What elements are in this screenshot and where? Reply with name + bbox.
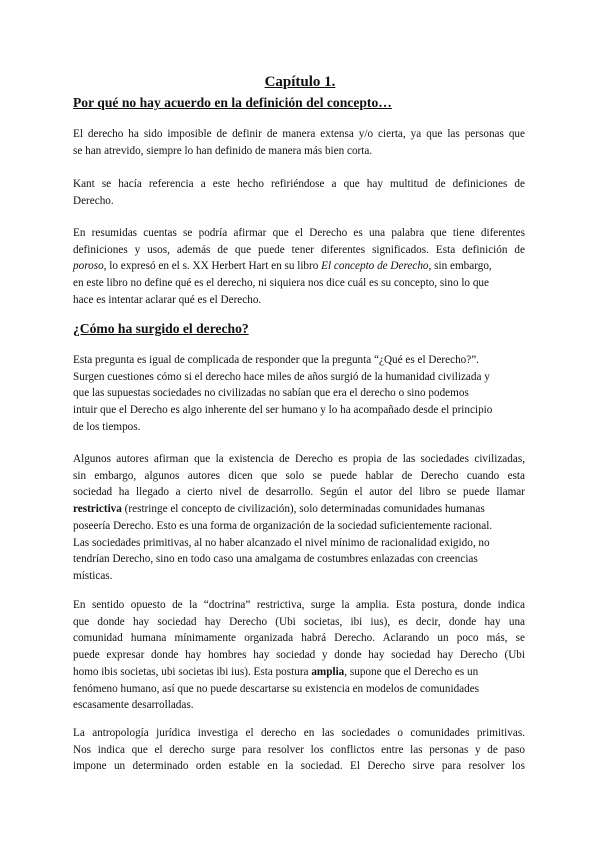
paragraph-6-text: homo ibis societas, ubi societas ibi ius). Esta postura xyxy=(73,665,312,678)
paragraph-7-line: La antropología jurídica investiga el derecho en las sociedades o comunidades primitivas. xyxy=(73,727,525,739)
paragraph-3 xyxy=(73,225,525,309)
term-poroso: poroso xyxy=(73,260,104,273)
paragraph-1-line: se han atrevido, siempre lo han definido de manera más bien corta. xyxy=(73,144,373,157)
paragraph-4-line: de los tiempos. xyxy=(73,420,141,433)
paragraph-5-line: Algunos autores afirman que la existencia de Derecho es propia de las sociedades civilizadas, xyxy=(73,453,525,465)
paragraph-6-line: escasamente desarrolladas. xyxy=(73,699,194,712)
paragraph-5-line: Las sociedades primitivas, al no haber alcanzado el nivel mínimo de racionalidad exigido, no xyxy=(73,536,490,549)
paragraph-4-line: que las supuestas sociedades no civilizadas no sabían que era el derecho o sino podemos xyxy=(73,387,469,400)
paragraph-3-text: , lo expresó en el s. XX Herbert Hart en su libro xyxy=(103,260,322,273)
book-title: El concepto de Derecho xyxy=(321,260,429,273)
term-amplia: amplia xyxy=(311,665,345,678)
paragraph-6-line: fenómeno humano, así que no puede descartarse su existencia en modelos de comunidades xyxy=(73,682,480,695)
paragraph-3-line: definiciones y usos, además de que puede tener diferentes significados. Esta definición de xyxy=(73,243,525,256)
paragraph-7-line: Nos indica que el derecho surge para resolver los conflictos entre las personas y de paso xyxy=(73,743,525,756)
paragraph-4-line: intuir que el Derecho es algo inherente del ser humano y lo ha acompañado desde el principio xyxy=(73,404,493,417)
paragraph-5-line xyxy=(73,501,525,518)
paragraph-6-line: En sentido opuesto de la “doctrina” restrictiva, surge la amplia. Esta postura, donde indica xyxy=(73,599,525,611)
paragraph-4-line: Esta pregunta es igual de complicada de responder que la pregunta “¿Qué es el Derecho?”. xyxy=(73,354,479,366)
paragraph-5-text: (restringe el concepto de civilización), solo determinadas comunidades humanas xyxy=(121,503,485,516)
paragraph-7-line: impone un determinado orden estable en la sociedad. El Derecho sirve para resolver los xyxy=(73,760,525,773)
paragraph-5-line: poseería Derecho. Esto es una forma de organización de la sociedad suficientemente racional. xyxy=(73,519,493,532)
paragraph-6-line xyxy=(73,664,525,681)
paragraph-3-line: en este libro no define qué es el derecho, ni siquiera nos dice cuál es su concepto, sino lo que xyxy=(73,277,489,290)
paragraph-4-line: Surgen cuestiones cómo si el derecho hace miles de años surgió de la humanidad civilizada y xyxy=(73,370,490,383)
paragraph-2-line: Kant se hacía referencia a este hecho refiriéndose a que hay multitud de definiciones de xyxy=(73,178,525,190)
paragraph-3-text: , sin embargo, xyxy=(428,260,492,273)
paragraph-1-line: El derecho ha sido imposible de definir de manera extensa y/o cierta, ya que las personas que xyxy=(73,128,525,140)
chapter-title: Capítulo 1. xyxy=(264,74,336,90)
paragraph-6-line: que donde hay sociedad hay Derecho (Ubi societas, ibi ius), es decir, donde hay una xyxy=(73,615,525,628)
paragraph-5 xyxy=(73,451,525,585)
paragraph-6-text: , supone que el Derecho es un xyxy=(344,665,479,678)
paragraph-6 xyxy=(73,597,525,714)
paragraph-5-line: tendrían Derecho, sino en todo caso una amalgama de costumbres enlazadas con creencias xyxy=(73,553,478,566)
paragraph-6-line: comunidad humana mínimamente organizada habrá Derecho. Aclarando un poco más, se xyxy=(73,632,525,645)
paragraph-1 xyxy=(73,126,525,159)
paragraph-5-line: sociedad ha llegado a cierto nivel de desarrollo. Según el autor del libro se puede llamar xyxy=(73,486,525,499)
paragraph-3-line: En resumidas cuentas se podría afirmar que el Derecho es una palabra que tiene diferentes xyxy=(73,227,525,239)
paragraph-5-line: místicas. xyxy=(73,569,113,582)
section-title-origin: ¿Cómo ha surgido el derecho? xyxy=(73,321,249,336)
section-title-definition: Por qué no hay acuerdo en la definición del concepto… xyxy=(73,95,392,110)
paragraph-3-line: hace es intentar aclarar qué es el Derecho. xyxy=(73,293,262,306)
paragraph-4 xyxy=(73,352,525,436)
paragraph-5-line: sin embargo, algunos autores dicen que solo se puede hablar de Derecho cuando esta xyxy=(73,469,525,482)
paragraph-7 xyxy=(73,725,525,775)
term-restrictiva: restrictiva xyxy=(73,503,122,516)
paragraph-2 xyxy=(73,176,525,209)
paragraph-6-line: puede expresar donde hay hombres hay sociedad y donde hay sociedad hay Derecho (Ubi xyxy=(73,649,525,662)
paragraph-3-line xyxy=(73,258,525,275)
paragraph-2-line: Derecho. xyxy=(73,194,114,207)
